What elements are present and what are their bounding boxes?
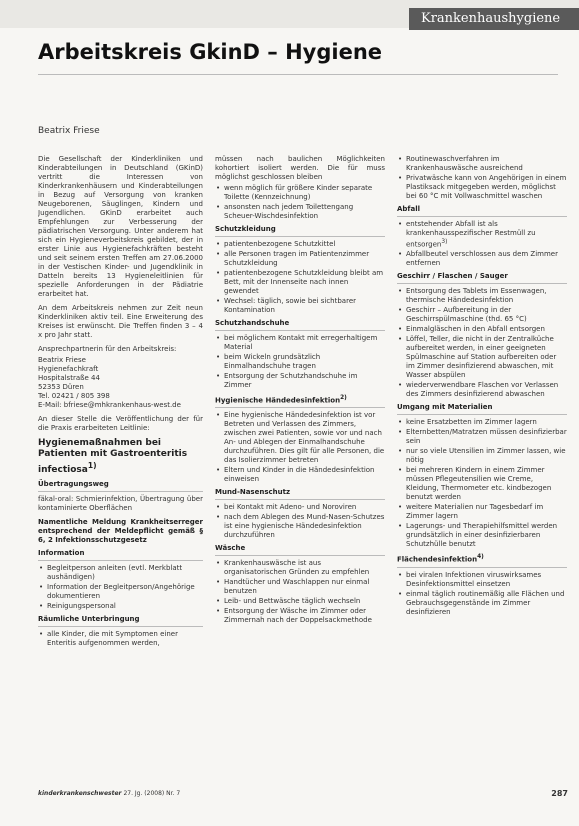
list-item: • bei möglichem Kontakt mit erregerhaltigem Material — [215, 334, 385, 352]
list-item: • bei viralen Infektionen viruswirksames Desinfektionsmittel einsetzen — [397, 571, 567, 589]
page-number: 287 — [551, 789, 568, 798]
list-item: • patientenbezogene Schutzkleidung bleibt am Bett, mit der Innenseite nach innen gewendet — [215, 269, 385, 296]
list-item: • nur so viele Utensilien im Zimmer lassen, wie nötig — [397, 447, 567, 465]
laundry-list-continued — [397, 155, 567, 201]
list-item: • Reinigungspersonal — [38, 602, 203, 611]
list-item: • Handtücher und Waschlappen nur einmal benutzen — [215, 578, 385, 596]
list-item: • keine Ersatzbetten im Zimmer lagern — [397, 418, 567, 427]
journal-name: kinderkrankenschwester — [38, 790, 122, 797]
section-heading-information: Information — [38, 549, 203, 561]
section-heading-hand-disinfection — [215, 394, 385, 408]
list-item: • Löffel, Teller, die nicht in der Zentralküche aufbereitet werden, in einer geeigneten Spülmaschine auf Station aufbereiten oder im Zimmer desinfizierend abwaschen, mit Wasser abspülen — [397, 335, 567, 380]
list-item: • alle Kinder, die mit Symptomen einer Enteritis aufgenommen werden, — [38, 630, 203, 648]
list-item: • Entsorgung der Schutzhandschuhe im Zimmer — [215, 372, 385, 390]
dishes-list — [397, 287, 567, 399]
footnote-ref: 1) — [87, 461, 97, 470]
protective-clothing-list — [215, 240, 385, 315]
laundry-list — [215, 559, 385, 625]
list-item: • Lagerungs- und Therapiehilfsmittel werden grundsätzlich in einer desinfizierbaren Schutzhülle benutzt — [397, 522, 567, 549]
list-item: • wiederverwendbare Flaschen vor Verlassen des Zimmers desinfizierend abwaschen — [397, 381, 567, 399]
contact-phone: Tel. 02421 / 805 398 — [38, 392, 110, 400]
hand-disinfection-list — [215, 411, 385, 484]
section-heading-gloves: Schutzhandschuhe — [215, 319, 385, 331]
list-item: • Leib- und Bettwäsche täglich wechseln — [215, 597, 385, 606]
column-1 — [38, 155, 203, 765]
list-item: • wenn möglich für größere Kinder separate Toilette (Kennzeichnung) — [215, 184, 385, 202]
contact-line: Hospitalstraße 44 — [38, 374, 100, 382]
section-heading-mask: Mund-Nasenschutz — [215, 488, 385, 500]
intro-paragraph: Die Gesellschaft der Kinderkliniken und Kinderabteilungen in Deutschland (GKinD) vertritt die Interessen von Kinderkrankenhäusern und Kinderabteilungen in Bezug auf Versorgung von kranken Neugeborenen, Säuglingen, Kindern und Jugendlichen. GKinD erarbeitet auch Empfehlungen zur Verbesserung der pädiatrischen Versorgung. Unter anderem hat sich ein Hygieneverbeitskreis gebildet, der in erster Linie aus Hygienefachkräften besteht und seit seinem ersten Treffen am 27.06.2000 in der Vestischen Kinder- und Jugendklinik in Datteln bereits 13 Hygieneleitlinien für spezielle Anforderungen in der Pädiatrie erarbeitet hat. — [38, 155, 203, 298]
section-heading-waste: Abfall — [397, 205, 567, 217]
footnote-ref: 4) — [477, 554, 484, 561]
hand-disinfection-heading-text: Hygienische Händedesinfektion — [215, 396, 341, 405]
contact-line: 52353 Düren — [38, 383, 84, 391]
list-item: • bei Kontakt mit Adeno- und Noroviren — [215, 503, 385, 512]
contact-line: Hygienefachkraft — [38, 365, 99, 373]
toilet-list — [215, 184, 385, 221]
contact-email: E-Mail: bfriese@mhkrankenhaus-west.de — [38, 401, 181, 409]
section-heading-materials: Umgang mit Materialien — [397, 403, 567, 415]
guideline-heading — [38, 438, 203, 476]
accommodation-list — [38, 630, 203, 648]
list-item: • nach dem Ablegen des Mund-Nasen-Schutzes ist eine hygienische Händedesinfektion durchzuführen — [215, 513, 385, 540]
list-item: • einmal täglich routinemäßig alle Flächen und Gebrauchsgegenstände im Zimmer desinfizieren — [397, 590, 567, 617]
gloves-list — [215, 334, 385, 390]
section-heading-laundry: Wäsche — [215, 544, 385, 556]
column-3 — [397, 155, 567, 765]
paragraph-2: An dem Arbeitskreis nehmen zur Zeit neun Kinderkliniken aktiv teil. Eine Erweiterung des Kreises ist erwünscht. Die Treffen finden 3 – 4 x pro Jahr statt. — [38, 304, 203, 339]
list-item: • Geschirr – Aufbereitung in der Geschirrspülmaschine (thd. 65 °C) — [397, 306, 567, 324]
contact-intro: Ansprechpartnerin für den Arbeitskreis: — [38, 345, 177, 353]
transmission-text: fäkal-oral: Schmierinfektion, Übertragung über kontaminierte Oberflächen — [38, 495, 203, 512]
list-item: • Begleitperson anleiten (evtl. Merkblatt aushändigen) — [38, 564, 203, 582]
list-item: • Elternbetten/Matratzen müssen desinfizierbar sein — [397, 428, 567, 446]
list-item: • beim Wickeln grundsätzlich Einmalhandschuhe tragen — [215, 353, 385, 371]
column-2 — [215, 155, 385, 765]
author-name: Beatrix Friese — [38, 126, 100, 136]
surface-disinfection-list — [397, 571, 567, 617]
list-item: • Abfallbeutel verschlossen aus dem Zimmer entfernen — [397, 250, 567, 268]
contact-block — [38, 356, 203, 410]
footnote-ref: 2) — [340, 395, 347, 401]
surface-disinfection-heading-text: Flächendesinfektion — [397, 555, 478, 564]
list-item: • Wechsel: täglich, sowie bei sichtbarer Kontamination — [215, 297, 385, 315]
title-divider — [38, 74, 558, 75]
list-item: • bei mehreren Kindern in einem Zimmer müssen Pflegeutensilien wie Creme, Kleidung, Thermometer etc. kindbezogen benutzt werden — [397, 466, 567, 502]
list-item: • Entsorgung des Tablets im Essenwagen, thermische Händedesinfektion — [397, 287, 567, 305]
list-item: • Eltern und Kinder in die Händedesinfektion einweisen — [215, 466, 385, 484]
list-item: • alle Personen tragen im Patientenzimmer Schutzkleidung — [215, 250, 385, 268]
list-item — [397, 220, 567, 249]
guideline-heading-text: Hygienemaßnahmen bei Patienten mit Gastroenteritis infectiosa — [38, 438, 188, 475]
waste-list — [397, 220, 567, 268]
section-heading-surface-disinfection — [397, 553, 567, 567]
list-item: • Privatwäsche kann von Angehörigen in einem Plastiksack mitgegeben werden, möglichst bei 60 °C mit Vollwaschmittel waschen — [397, 174, 567, 201]
list-item: • Eine hygienische Händedesinfektion ist vor Betreten und Verlassen des Zimmers, zwischen zwei Patienten, sowie vor und nach An- und Ablegen der Einmalhandschuhe durchzuführen. Dies gilt für alle Personen, die das Isolierzimmer betreten — [215, 411, 385, 465]
list-item: • Entsorgung der Wäsche im Zimmer oder Zimmernah nach der Doppelsackmethode — [215, 607, 385, 625]
list-item: • Einmalgläschen in den Abfall entsorgen — [397, 325, 567, 334]
paragraph-3: An dieser Stelle die Veröffentlichung der für die Praxis erarbeiteten Leitlinie: — [38, 415, 203, 432]
mask-list — [215, 503, 385, 540]
materials-list — [397, 418, 567, 549]
information-list — [38, 564, 203, 611]
list-item: • patientenbezogene Schutzkittel — [215, 240, 385, 249]
list-item: • Krankenhauswäsche ist aus organisatorischen Gründen zu empfehlen — [215, 559, 385, 577]
footnote-ref: 3) — [441, 239, 448, 245]
journal-issue: 27. Jg. (2008) Nr. 7 — [123, 790, 181, 797]
article-title: Arbeitskreis GkinD – Hygiene — [38, 40, 383, 64]
continued-text: müssen nach baulichen Möglichkeiten kohortiert isoliert werden. Die für muss möglichst geschlossen bleiben — [215, 155, 385, 181]
list-item-text: entstehender Abfall ist als krankenhausspezifischer Restmüll zu entsorgen — [406, 220, 536, 249]
section-heading-transmission: Übertragungsweg — [38, 480, 203, 492]
section-heading-dishes: Geschirr / Flaschen / Sauger — [397, 272, 567, 284]
list-item: • ansonsten nach jedem Toilettengang Scheuer-Wischdesinfektion — [215, 203, 385, 221]
reporting-obligation: Namentliche Meldung Krankheitserreger entsprechend der Meldepflicht gemäß § 6, 2 Infektionsschutzgesetz — [38, 518, 203, 544]
contact-line: Beatrix Friese — [38, 356, 86, 364]
section-banner: Krankenhaushygiene — [409, 8, 579, 30]
section-heading-accommodation: Räumliche Unterbringung — [38, 615, 203, 627]
page-footer — [38, 788, 568, 800]
section-heading-protective-clothing: Schutzkleidung — [215, 225, 385, 237]
list-item: • weitere Materialien nur Tagesbedarf im Zimmer lagern — [397, 503, 567, 521]
list-item: • Information der Begleitperson/Angehörige dokumentieren — [38, 583, 203, 601]
list-item: • Routinewaschverfahren im Krankenhauswäsche ausreichend — [397, 155, 567, 173]
